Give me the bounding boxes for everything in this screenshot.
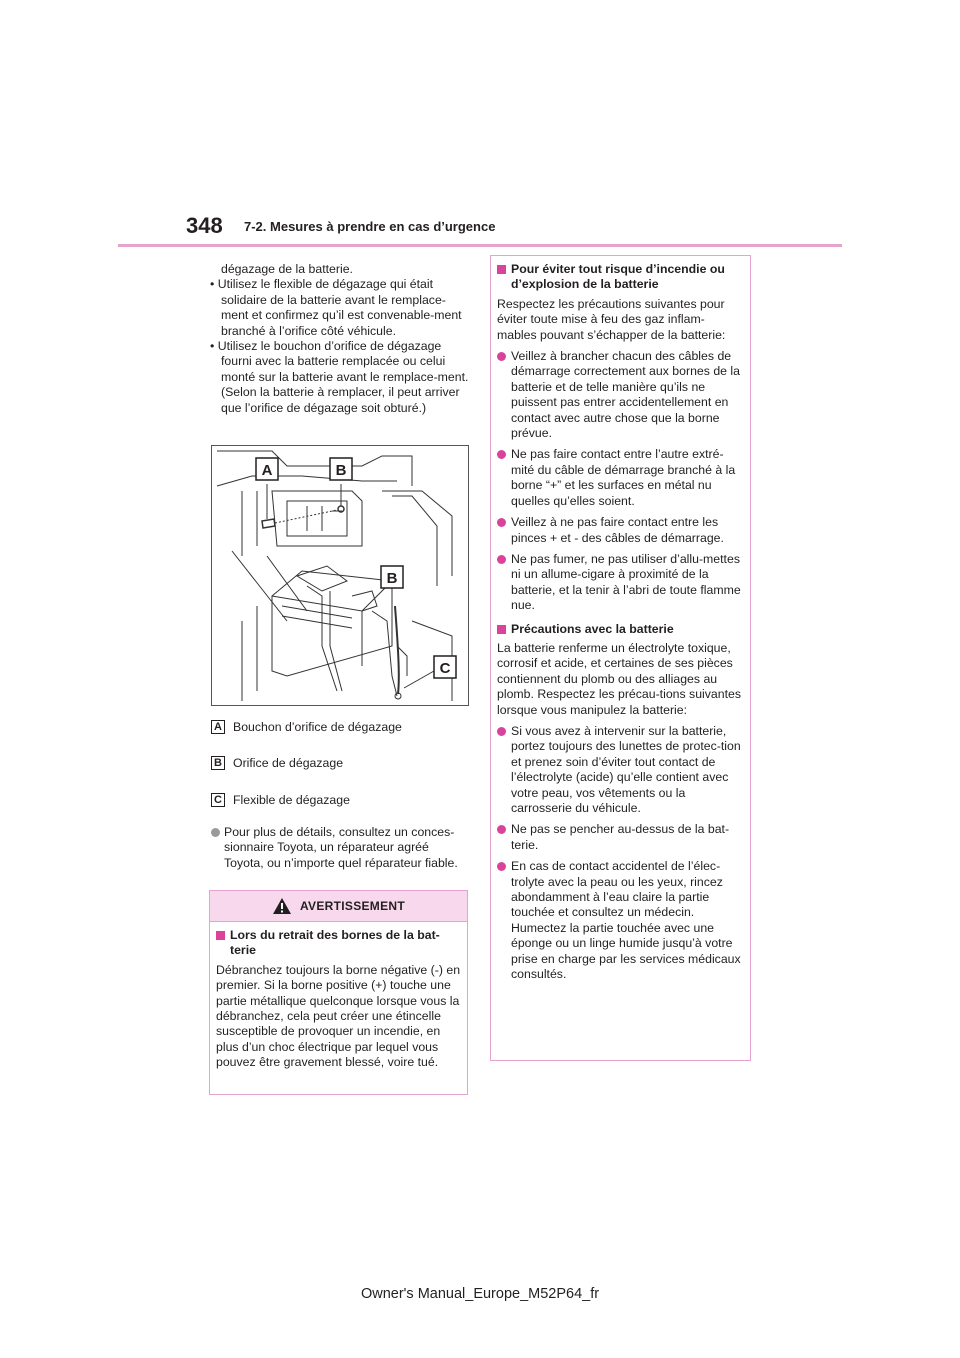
battery-precautions-intro: La batterie renferme un électrolyte toxique, corrosif et acide, et certaines de ses pièces contiennent du plomb ou des alliages au plomb. Respectez les précau-tions suivantes lorsque vous manipulez la batterie: bbox=[497, 640, 742, 717]
list-item bbox=[497, 822, 744, 853]
section-title: 7-2. Mesures à prendre en cas d’urgence bbox=[244, 219, 496, 234]
pink-dot-bullet-icon bbox=[497, 450, 506, 459]
pink-square-bullet-icon bbox=[497, 625, 506, 634]
fire-explosion-heading bbox=[497, 262, 744, 293]
warning-box bbox=[209, 890, 468, 1095]
footer-manual-id: Owner's Manual_Europe_M52P64_fr bbox=[360, 1286, 600, 1302]
list-item-text: Veillez à ne pas faire contact entre les pinces + et - des câbles de démarrage. bbox=[511, 515, 724, 545]
pink-square-bullet-icon bbox=[497, 265, 506, 274]
pink-dot-bullet-icon bbox=[497, 727, 506, 736]
bullet-vent-plug: • Utilisez le bouchon d’orifice de dégazage fourni avec la batterie remplacée ou celui monté sur la batterie avant le remplace-ment. (Selon la batterie à remplacer, il peut arriver que l’orifice de dégazage soit obturé.) bbox=[210, 339, 469, 415]
warning-triangle-icon bbox=[272, 897, 292, 915]
pink-dot-bullet-icon bbox=[497, 862, 506, 871]
intro-line: dégazage de la batterie. bbox=[221, 262, 353, 276]
list-item bbox=[497, 724, 744, 816]
warning-body: Débranchez toujours la borne négative (-) en premier. Si la borne positive (+) touche une partie métallique quelconque lorsque vous la débranchez, cela peut créer une étincelle susceptible de provoquer un incendie, en plus d’un choc électrique par lequel vous pouvez être gravement blessé, voire tué. bbox=[216, 962, 461, 1070]
list-item bbox=[497, 859, 744, 982]
legend-text-b: Orifice de dégazage bbox=[233, 756, 344, 770]
list-item-text: En cas de contact accidentel de l’élec-trolyte avec la peau ou les yeux, rincez abondamment à l’eau claire la partie touchée et consultez un médecin. Humectez la partie touchée avec une éponge ou un linge humide jusqu’à votre prise en charge par les services médicaux consultés. bbox=[511, 859, 741, 982]
warning-heading-text: Lors du retrait des bornes de la bat-terie bbox=[230, 928, 440, 958]
list-item bbox=[497, 515, 744, 546]
list-item-text: Ne pas fumer, ne pas utiliser d’allu-mettes ni un allume-cigare à proximité de la batterie, et la tenir à l’abri de toute flamme nue. bbox=[511, 551, 741, 613]
dealer-note-text: Pour plus de détails, consultez un conces-sionnaire Toyota, un réparateur agréé Toyota, ou n’importe quel réparateur fiable. bbox=[224, 825, 458, 870]
legend-text-c: Flexible de dégazage bbox=[233, 793, 350, 807]
pink-dot-bullet-icon bbox=[497, 555, 506, 564]
list-item-text: Ne pas faire contact entre l’autre extré-mité du câble de démarrage branché à la borne “+” et les surfaces en métal nu quelles qu’elles soient. bbox=[511, 447, 736, 508]
fire-explosion-heading-text: Pour éviter tout risque d’incendie ou d’explosion de la batterie bbox=[511, 262, 725, 292]
legend-key-b: B bbox=[211, 756, 225, 770]
warning-title: AVERTISSEMENT bbox=[299, 899, 406, 913]
pink-dot-bullet-icon bbox=[497, 825, 506, 834]
header-rule bbox=[118, 244, 842, 247]
list-item-text: Ne pas se pencher au-dessus de la bat-terie. bbox=[511, 822, 730, 852]
figure-label-b-top: B bbox=[335, 462, 347, 479]
warning-header bbox=[210, 891, 467, 922]
battery-precautions-heading-text: Précautions avec la batterie bbox=[511, 621, 674, 636]
legend-item-b bbox=[211, 755, 471, 771]
figure-label-c: C bbox=[439, 660, 451, 677]
battery-precautions-heading bbox=[497, 622, 744, 637]
battery-figure bbox=[211, 445, 469, 706]
list-item bbox=[497, 447, 744, 509]
pink-square-bullet-icon bbox=[216, 931, 225, 940]
pink-dot-bullet-icon bbox=[497, 518, 506, 527]
list-item bbox=[497, 552, 744, 614]
dealer-note bbox=[211, 825, 469, 871]
bullet-vent-hose: • Utilisez le flexible de dégazage qui était solidaire de la batterie avant le remplace-ment et confirmez qu’il est convenable-ment branché à l’orifice côté véhicule. bbox=[210, 277, 462, 338]
figure-label-a: A bbox=[261, 462, 273, 479]
fire-explosion-intro: Respectez les précautions suivantes pour éviter toute mise à feu des gaz inflam-mables pouvant s’échapper de la batterie: bbox=[497, 296, 726, 342]
legend-text-a: Bouchon d’orifice de dégazage bbox=[233, 720, 402, 734]
battery-illustration bbox=[212, 446, 468, 705]
grey-bullet-icon bbox=[211, 828, 220, 837]
legend-key-a: A bbox=[211, 720, 225, 734]
precautions-box bbox=[490, 255, 751, 1061]
legend-item-a bbox=[211, 719, 471, 735]
legend-key-c: C bbox=[211, 793, 225, 807]
pink-dot-bullet-icon bbox=[497, 352, 506, 361]
legend-item-c bbox=[211, 792, 471, 808]
list-item-text: Si vous avez à intervenir sur la batterie, portez toujours des lunettes de protec-tion et prenez soin d’éviter tout contact de l’électrolyte (acide) qu’elle contient avec votre peau, vos vêtements ou la carrosserie du véhicule. bbox=[511, 723, 741, 815]
figure-label-b-lower: B bbox=[386, 570, 398, 587]
warning-heading bbox=[216, 928, 461, 959]
list-item bbox=[497, 349, 744, 441]
list-item-text: Veillez à brancher chacun des câbles de démarrage correctement aux bornes de la batterie et de telle manière qu’ils ne puissent pas entrer accidentellement en contact avec autre chose que la borne prévue. bbox=[511, 349, 740, 441]
page-number: 348 bbox=[186, 213, 223, 238]
left-column-text bbox=[210, 262, 470, 416]
